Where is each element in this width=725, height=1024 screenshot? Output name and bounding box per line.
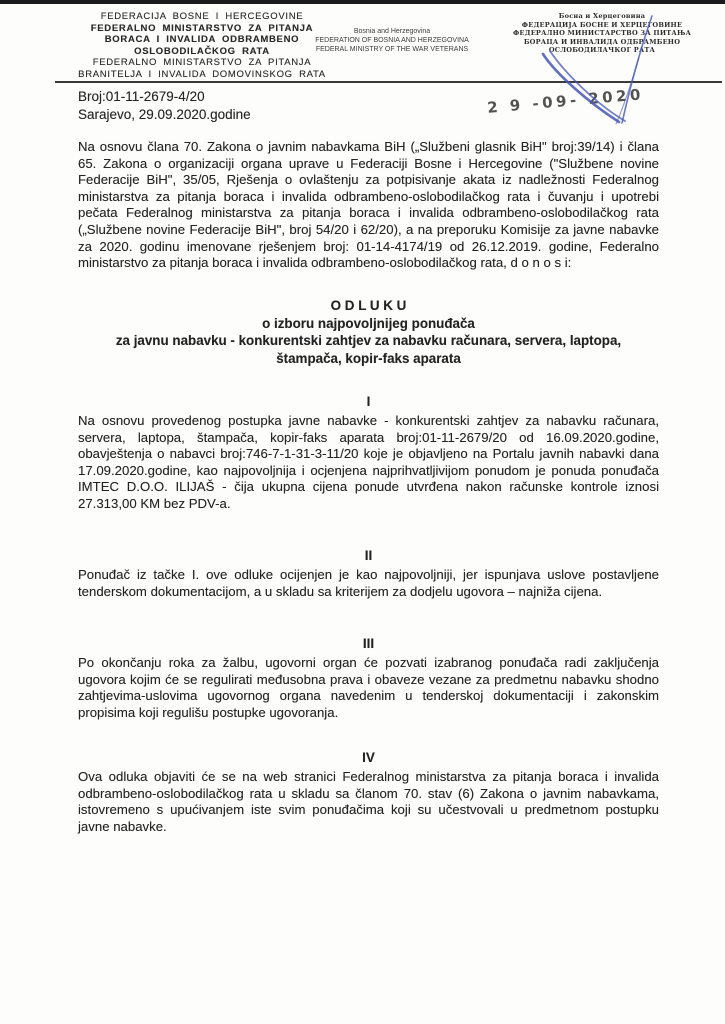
- decision-title: [78, 297, 659, 367]
- section-numeral-1: I: [366, 394, 371, 409]
- decision-title-subject: štampača, kopir-faks aparata: [276, 350, 461, 366]
- letterhead-line: FEDERATION OF BOSNIA AND HERZEGOVINA: [315, 37, 469, 44]
- preamble-paragraph: Na osnovu člana 70. Zakona o javnim nabavkama BiH („Službeni glasnik BiH" broj:39/14) i člana 65. Zakona o organizaciji organa uprave u Federaciji Bosne i Hercegovine ("Službene novine Federacije BiH", 35/05, Rješenja o ovlaštenju za potpisivanje akata iz nadležnosti Federalnog ministarstva za pitanja boraca i invalida odbrambeno-oslobodilačkog rata i čuvanju i upotrebi pečata Federalnog ministarstva za pitanja boraca i invalida odbrambeno-oslobodilačkog rata („Službene novine Federacije BiH", broj 54/20 i 62/20), a na preporuku Komisije za javne nabavke za 2020. godinu imenovane rješenjem broj: 01-14-4174/19 od 26.12.2019. godine, Federalno ministarstvo za pitanja boraca i invalida odbrambeno-oslobodilačkog rata, d o n o s i:: [78, 139, 659, 271]
- section-paragraph-2: Ponuđač iz tačke I. ove odluke ocijenjen je kao najpovoljniji, jer ispunjava uslove postavljene tenderskom dokumentacijom, a u skladu sa kriterijem za dodjelu ugovora – najniža cijena.: [78, 567, 659, 599]
- letterhead-line: ФЕДЕРАЛНО МИНИСТАРСТВО ЗА ПИТАЊА: [512, 29, 692, 38]
- pen-stroke: [622, 16, 652, 123]
- date-stamp: 2 9 -09- 2020: [486, 85, 645, 117]
- pen-checkmark-mark: [526, 6, 666, 146]
- decision-title-subject: za javnu nabavku - konkurentski zahtjev za nabavku računara, servera, laptopa,: [115, 333, 622, 348]
- letterhead-line: ОСЛОБОДИЛАЧКОГ РАТА: [548, 46, 656, 55]
- pen-stroke: [543, 54, 619, 122]
- letterhead-line: FEDERALNO MINISTARSTVO ZA PITANJA: [92, 57, 312, 68]
- scan-edge-artifact: [0, 0, 725, 4]
- document-meta: [78, 88, 251, 123]
- letterhead-line: BRANITELJA I INVALIDA DOMOVINSKOG RATA: [78, 68, 326, 80]
- section-paragraph-4: Ova odluka objaviti će se na web stranici Federalnog ministarstva za pitanja boraca i invalida odbrambeno-oslobodilačkog rata u skladu sa članom 70. stav (6) Zakona o javnim nabavkama, istovremeno s upućivanjem iste svim ponuđačima koji su učestvovali u predmetnom postupku javne nabavke.: [78, 769, 659, 834]
- letterhead-line: Босна и Херцеговина: [558, 12, 646, 20]
- letterhead-line: OSLOBODILAČKOG RATA: [134, 45, 270, 57]
- section-numeral-2: II: [364, 548, 373, 563]
- section-numeral-3: III: [362, 636, 375, 651]
- letterhead-line: ФЕДЕРАЦИЈА БОСНЕ И ХЕРЦЕГОВИНЕ: [521, 20, 683, 29]
- document-place-date: Sarajevo, 29.09.2020.godine: [78, 106, 251, 122]
- letterhead-line: BORACA I INVALIDA ODBRAMBENO: [104, 34, 300, 45]
- decision-title-subtitle: o izboru najpovoljnijeg ponuđača: [262, 315, 475, 331]
- letterhead-line: FEDERACIJA BOSNE I HERCEGOVINE: [100, 11, 304, 22]
- section-numeral-4: IV: [362, 750, 375, 765]
- document-number: Broj:01-11-2679-4/20: [78, 89, 205, 104]
- letterhead-bosnian: [68, 11, 336, 80]
- section-paragraph-3: Po okončanju roka za žalbu, ugovorni organ će pozvati izabranog ponuđača radi zaključenja ugovora kojim će se regulirati međusobna prava i obaveze vezane za predmetnu nabavku shodno zahtjevima-uslovima ugovornog organa navedenim u tenderskoj dokumentaciji i zakonskim propisima koji regulišu postupke ugovoranja.: [78, 655, 659, 720]
- letterhead-line: Bosnia and Herzegovina: [353, 28, 431, 35]
- letterhead-line: FEDERALNO MINISTARSTVO ZA PITANJA: [90, 22, 314, 34]
- letterhead-line: БОРАЦА И ИНВАЛИДА ОДБРАМБЕНО: [523, 37, 681, 46]
- letterhead-english: [306, 27, 478, 54]
- decision-title-word: O D L U K U: [330, 298, 407, 313]
- section-paragraph-1: Na osnovu provedenog postupka javne nabavke - konkurentski zahtjev za nabavku računara, servera, laptopa, štampača, kopir-faks aparata broj:01-11-2679/20 od 16.09.2020.godine, obavještenja o nabavci broj:746-7-1-31-3-11/20 koje je objavljeno na Portalu javnih nabavki dana 17.09.2020.godine, kao najpovoljnija i ocjenjena najprihvatljivijom ponudom je ponuda ponuđača IMTEC D.O.O. ILIJAŠ - čija ukupna cijena ponude utvrđena nakon računske kontrole iznosi 27.313,00 KM bez PDV-a.: [78, 413, 659, 511]
- pen-stroke: [550, 51, 625, 121]
- pen-stroke: [616, 58, 639, 124]
- letterhead-line: FEDERAL MINISTRY OF THE WAR VETERANS: [315, 46, 469, 53]
